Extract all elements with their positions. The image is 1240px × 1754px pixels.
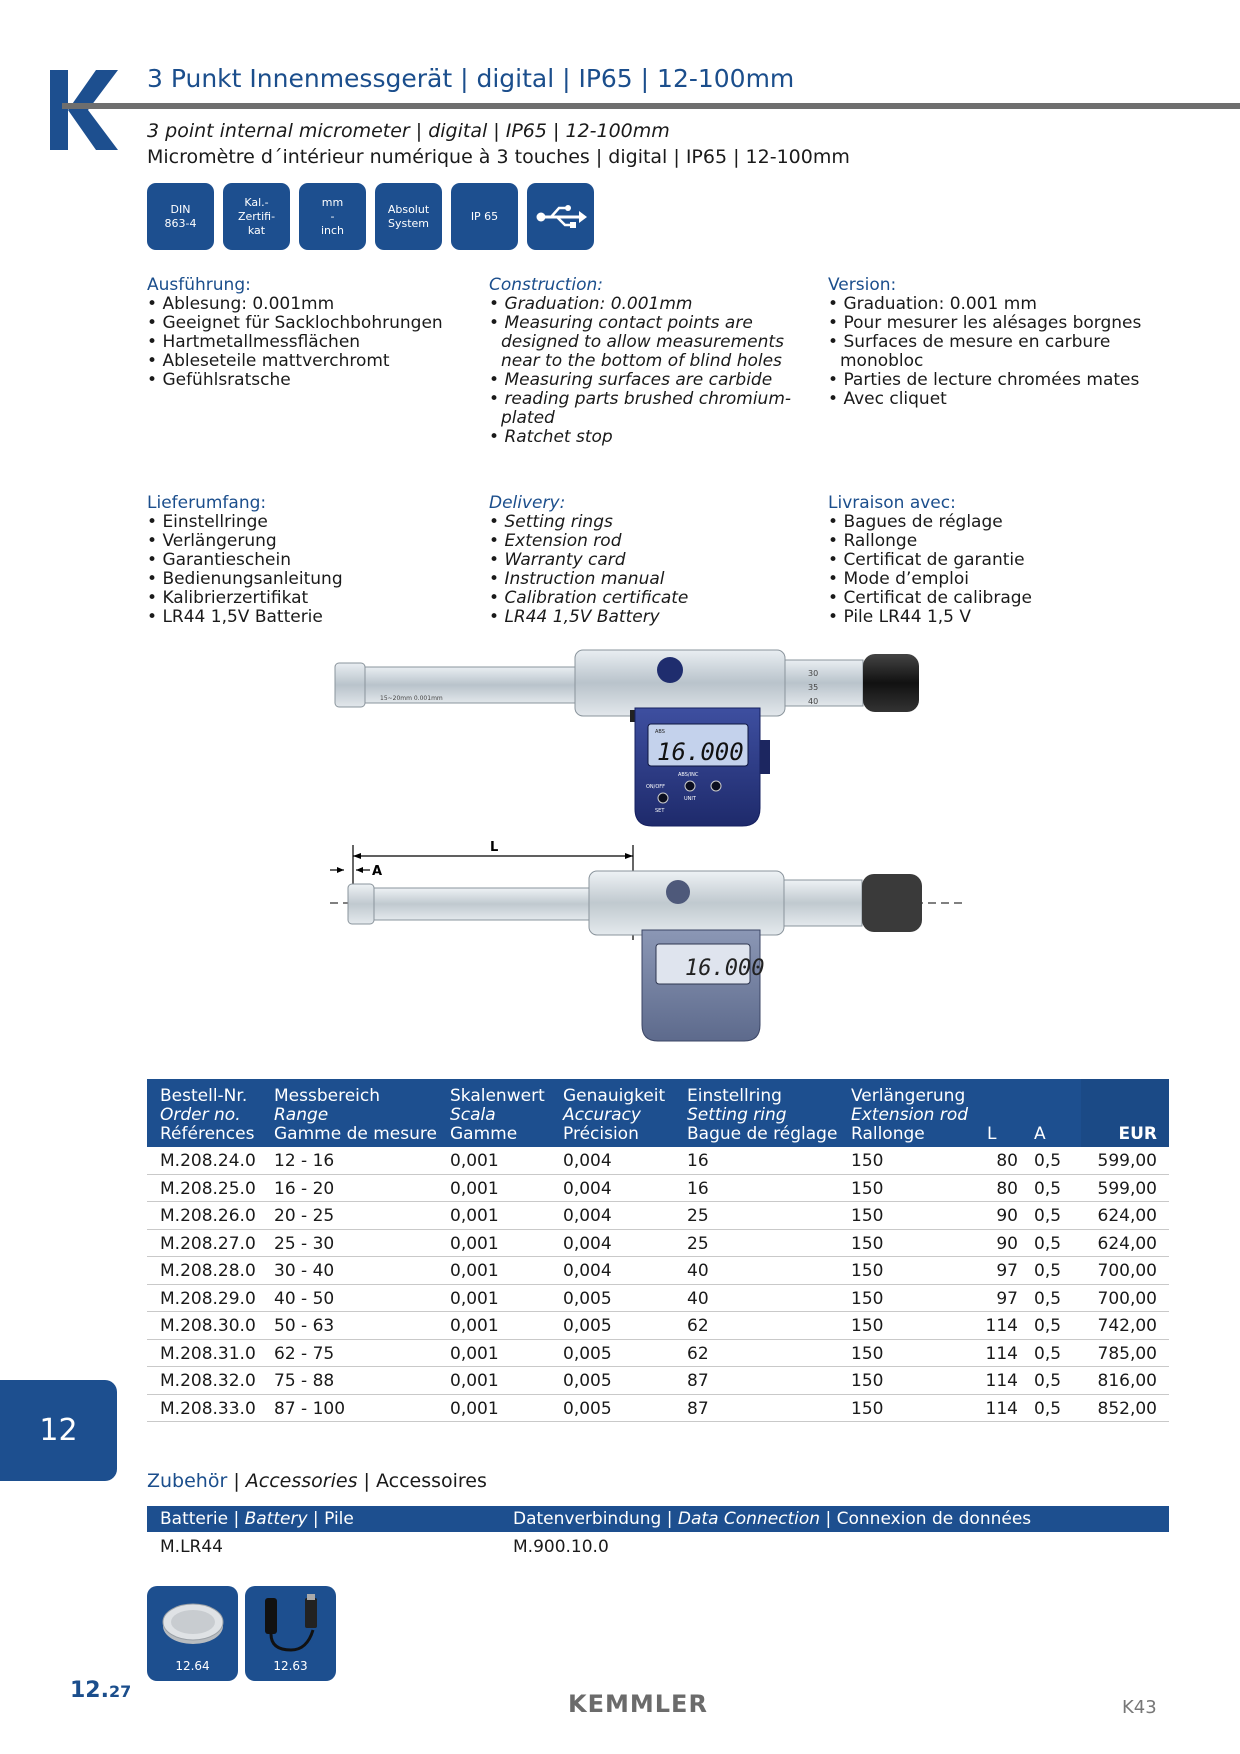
cell-scale: 0,001 [450,1398,499,1419]
table-row [147,1202,1169,1230]
delivery-item: • Setting rings [489,513,799,532]
delivery-item: • Extension rod [489,532,799,551]
cell-A: 0,5 [1034,1151,1062,1171]
cell-range: 87 - 100 [274,1398,346,1419]
delivery-heading-fr: Livraison avec: [828,493,956,513]
cell-A: 0,5 [1034,1178,1062,1199]
spec-item: • Pour mesurer les alésages borgnes [828,314,1168,333]
spec-heading-fr: Version: [828,275,897,295]
delivery-item: • Instruction manual [489,570,799,589]
delivery-item: • Einstellringe [147,513,467,532]
badge-ip65: IP 65 [451,183,518,250]
drawing-display-value: 16.000 [685,956,765,981]
badge-absolute-system: Absolut System [375,183,442,250]
cell-L: 97 [996,1261,1018,1281]
spec-item: • Avec cliquet [828,390,1168,409]
cell-price: 852,00 [1097,1398,1157,1419]
cell-accuracy: 0,005 [563,1288,612,1309]
cell-accuracy: 0,005 [563,1343,612,1364]
cell-A: 0,5 [1034,1233,1062,1254]
cell-price: 816,00 [1097,1371,1157,1391]
cell-scale: 0,001 [450,1316,499,1336]
cell-setting-ring: 25 [687,1206,709,1226]
spec-item: • Gefühlsratsche [147,371,467,390]
header-accuracy: Genauigkeit Accuracy Précision [563,1086,666,1144]
header-A: A [1034,1124,1046,1144]
delivery-item: • Rallonge [828,532,1168,551]
accessory-tile-label: 12.64 [175,1659,210,1673]
dimension-drawing [330,840,970,1055]
product-image-micrometer [330,640,940,840]
cell-scale: 0,001 [450,1206,499,1226]
cell-scale: 0,001 [450,1371,499,1391]
cell-L: 90 [996,1233,1018,1254]
table-row [147,1257,1169,1285]
table-row [147,1312,1169,1340]
accessory-tile-label: 12.63 [273,1659,308,1673]
cell-L: 80 [996,1178,1018,1199]
badge-mm-inch: mm - inch [299,183,366,250]
cell-scale: 0,001 [450,1178,499,1199]
header-extension: Verlängerung Extension rod Rallonge [851,1086,969,1144]
cell-accuracy: 0,004 [563,1178,612,1199]
cell-range: 16 - 20 [274,1178,335,1199]
cell-accuracy: 0,004 [563,1261,612,1281]
cell-extension: 150 [851,1316,884,1336]
page-title: 3 Punkt Innenmessgerät | digital | IP65 | 12-100mm [147,64,795,93]
cell-extension: 150 [851,1206,884,1226]
cell-order: M.208.28.0 [160,1261,256,1281]
cell-extension: 150 [851,1151,884,1171]
cell-price: 624,00 [1097,1233,1157,1254]
spec-heading-de: Ausführung: [147,275,251,295]
spec-column-en [489,276,799,447]
delivery-heading-en: Delivery: [489,493,566,513]
delivery-item: • Calibration certificate [489,589,799,608]
accessories-header [147,1506,1169,1532]
header-rule [62,103,1240,109]
cell-scale: 0,001 [450,1233,499,1254]
cell-order: M.208.30.0 [160,1316,256,1336]
cell-extension: 150 [851,1178,884,1199]
cell-extension: 150 [851,1288,884,1309]
delivery-item: • LR44 1,5V Batterie [147,608,467,627]
delivery-item: • Verlängerung [147,532,467,551]
header-L: L [987,1124,997,1144]
delivery-item: • Certificat de garantie [828,551,1168,570]
cell-price: 700,00 [1097,1288,1157,1309]
cell-price: 700,00 [1097,1261,1157,1281]
header-eur: EUR [1118,1124,1157,1144]
delivery-item: • Warranty card [489,551,799,570]
btn-unit-label: UNIT [684,796,696,802]
cell-range: 25 - 30 [274,1233,335,1254]
cell-setting-ring: 25 [687,1233,709,1254]
brand-wordmark: KEMMLER [568,1690,708,1718]
dimension-L-label: L [490,840,499,855]
spec-item: • Geeignet für Sacklochbohrungen [147,314,467,333]
cell-L: 114 [985,1398,1018,1419]
cell-order: M.208.29.0 [160,1288,256,1309]
spec-item: • Hartmetallmessflächen [147,333,467,352]
delivery-item: • Bagues de réglage [828,513,1168,532]
product-table [147,1079,1169,1422]
spec-item: • reading parts brushed chromium-plated [489,390,799,428]
kemmler-logo [50,70,120,152]
cell-order: M.208.24.0 [160,1151,256,1171]
data-connection-header: Datenverbindung | Data Connection | Connexion de données [513,1509,1032,1529]
spec-item: • Measuring surfaces are carbide [489,371,799,390]
cell-A: 0,5 [1034,1316,1062,1336]
delivery-column-de [147,494,467,627]
delivery-column-en [489,494,799,627]
cell-accuracy: 0,004 [563,1151,612,1171]
cell-price: 624,00 [1097,1206,1157,1226]
cell-A: 0,5 [1034,1206,1062,1226]
cell-L: 90 [996,1206,1018,1226]
header-setting-ring: Einstellring Setting ring Bague de réglage [687,1086,838,1144]
cell-setting-ring: 87 [687,1398,709,1419]
delivery-item: • LR44 1,5V Battery [489,608,799,627]
display-abs-label: ABS [655,729,665,735]
cell-order: M.208.26.0 [160,1206,256,1226]
page-number: 12.27 [70,1678,132,1703]
cell-setting-ring: 40 [687,1261,709,1281]
cell-extension: 150 [851,1261,884,1281]
cell-setting-ring: 40 [687,1288,709,1309]
cell-order: M.208.27.0 [160,1233,256,1254]
spec-item: • Ablesung: 0.001mm [147,295,467,314]
spec-column-fr [828,276,1168,409]
subtitle-en: 3 point internal micrometer | digital | IP65 | 12-100mm [147,120,670,142]
thimble-30: 30 [808,669,819,678]
cell-A: 0,5 [1034,1398,1062,1419]
delivery-heading-de: Lieferumfang: [147,493,267,513]
cell-setting-ring: 87 [687,1371,709,1391]
cell-scale: 0,001 [450,1151,499,1171]
btn-absinc-label: ABS/INC [678,772,699,778]
spec-item: • Parties de lecture chromées mates [828,371,1168,390]
cell-L: 114 [985,1343,1018,1364]
cell-extension: 150 [851,1343,884,1364]
spec-item: • Ableseteile mattverchromt [147,352,467,371]
table-row [147,1340,1169,1368]
cell-extension: 150 [851,1398,884,1419]
delivery-item: • Pile LR44 1,5 V [828,608,1168,627]
spec-item: • Graduation: 0.001 mm [828,295,1168,314]
subtitle-fr: Micromètre d´intérieur numérique à 3 touches | digital | IP65 | 12-100mm [147,146,850,168]
cell-order: M.208.25.0 [160,1178,256,1199]
battery-code: M.LR44 [160,1537,223,1557]
accessory-tile-battery[interactable] [147,1586,238,1681]
accessories-title: Zubehör | Accessories | Accessoires [147,1470,487,1492]
delivery-item: • Garantieschein [147,551,467,570]
cell-L: 97 [996,1288,1018,1309]
spec-item: • Surfaces de mesure en carbure monobloc [828,333,1168,371]
spec-item: • Ratchet stop [489,428,799,447]
cell-L: 114 [985,1316,1018,1336]
cell-range: 62 - 75 [274,1343,335,1364]
btn-set-label: SET [655,808,665,814]
cell-scale: 0,001 [450,1343,499,1364]
badge-calibration: Kal.- Zertifi- kat [223,183,290,250]
thimble-40: 40 [808,697,819,706]
cell-range: 40 - 50 [274,1288,335,1309]
battery-header: Batterie | Battery | Pile [160,1509,354,1529]
coin-battery-icon [159,1598,227,1648]
badge-usb [527,183,594,250]
cell-A: 0,5 [1034,1288,1062,1309]
cell-A: 0,5 [1034,1261,1062,1281]
cell-accuracy: 0,005 [563,1316,612,1336]
header-range: Messbereich Range Gamme de mesure [274,1086,437,1144]
cell-price: 599,00 [1097,1178,1157,1199]
cell-price: 742,00 [1097,1316,1157,1336]
cell-extension: 150 [851,1233,884,1254]
accessory-tile-cable[interactable] [245,1586,336,1681]
table-row [147,1395,1169,1423]
cell-price: 599,00 [1097,1151,1157,1171]
table-row [147,1230,1169,1258]
cell-range: 20 - 25 [274,1206,335,1226]
delivery-item: • Certificat de calibrage [828,589,1168,608]
cell-setting-ring: 62 [687,1343,709,1364]
table-header [147,1079,1169,1147]
cell-scale: 0,001 [450,1288,499,1309]
table-row [147,1175,1169,1203]
data-connection-code: M.900.10.0 [513,1537,609,1557]
spec-heading-en: Construction: [489,275,603,295]
cell-order: M.208.32.0 [160,1371,256,1391]
dimension-A-label: A [372,864,383,879]
cell-setting-ring: 16 [687,1178,709,1199]
cell-L: 114 [985,1371,1018,1391]
catalog-code: K43 [1122,1697,1157,1718]
spec-item: • Measuring contact points are designed to allow measurements near to the bottom of blind holes [489,314,799,371]
rod-scale-text: 15~20mm 0.001mm [380,695,443,702]
spec-item: • Graduation: 0.001mm [489,295,799,314]
usb-cable-icon [257,1594,325,1654]
badge-din: DIN 863-4 [147,183,214,250]
table-row [147,1367,1169,1395]
thimble-35: 35 [808,683,819,692]
header-scale: Skalenwert Scala Gamme [450,1086,545,1144]
cell-L: 80 [996,1151,1018,1171]
cell-range: 12 - 16 [274,1151,335,1171]
delivery-item: • Mode d’emploi [828,570,1168,589]
delivery-item: • Bedienungsanleitung [147,570,467,589]
cell-A: 0,5 [1034,1371,1062,1391]
header-order: Bestell-Nr. Order no. Références [160,1086,255,1144]
cell-range: 30 - 40 [274,1261,335,1281]
table-row [147,1147,1169,1175]
cell-accuracy: 0,004 [563,1233,612,1254]
cell-extension: 150 [851,1371,884,1391]
table-row [147,1285,1169,1313]
cell-order: M.208.33.0 [160,1398,256,1419]
cell-scale: 0,001 [450,1261,499,1281]
cell-accuracy: 0,005 [563,1371,612,1391]
delivery-column-fr [828,494,1168,627]
cell-accuracy: 0,005 [563,1398,612,1419]
cell-order: M.208.31.0 [160,1343,256,1364]
cell-setting-ring: 16 [687,1151,709,1171]
cell-A: 0,5 [1034,1343,1062,1364]
spec-column-de [147,276,467,390]
display-value: 16.000 [657,738,744,766]
cell-range: 75 - 88 [274,1371,335,1391]
btn-onoff-label: ON/OFF [646,784,666,790]
cell-setting-ring: 62 [687,1316,709,1336]
cell-price: 785,00 [1097,1343,1157,1364]
cell-accuracy: 0,004 [563,1206,612,1226]
chapter-tab: 12 [0,1380,117,1481]
usb-icon [535,204,587,230]
delivery-item: • Kalibrierzertifikat [147,589,467,608]
cell-range: 50 - 63 [274,1316,335,1336]
